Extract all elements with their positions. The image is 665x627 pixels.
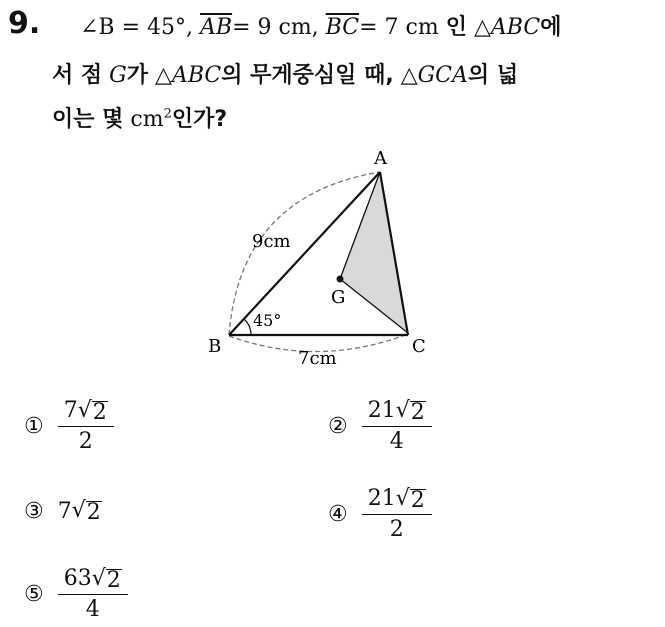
- triangle-abc: △ABC: [473, 15, 541, 40]
- choice-4[interactable]: [328, 486, 432, 542]
- bc-value: = 7 cm: [359, 15, 439, 40]
- choice-4-denominator: 2: [389, 517, 404, 542]
- unit-exponent: 2: [163, 106, 172, 122]
- choice-2-radicand: 2: [410, 400, 425, 425]
- choice-5-fraction: [58, 566, 128, 622]
- choice-5-coef: 63: [63, 566, 92, 591]
- choice-2-mark: ②: [328, 413, 348, 439]
- text-ineun-myeot: 이는 몇: [52, 107, 124, 132]
- choice-1-radicand: 2: [92, 400, 107, 425]
- choice-5-sqrt: √ 2: [91, 566, 121, 593]
- choice-3-mark: ③: [24, 498, 44, 524]
- choice-2-coef: 21: [367, 398, 396, 423]
- choice-1-fraction: [58, 398, 114, 454]
- ab-value: = 9 cm,: [232, 15, 319, 40]
- text-ingaa: 인가?: [171, 107, 228, 132]
- question-number: 9.: [8, 6, 41, 41]
- choice-1-sqrt: √ 2: [77, 398, 107, 425]
- choice-2-sqrt: √ 2: [395, 398, 425, 425]
- korean-ga: 가: [126, 63, 149, 88]
- choice-2-numerator: [362, 398, 432, 427]
- unit-cm: cm: [130, 107, 164, 132]
- choice-3-whole: 7: [57, 498, 72, 524]
- segment-ab: $\overline{AB}$: [200, 15, 233, 40]
- choice-3[interactable]: [24, 498, 102, 524]
- point-g: G: [109, 63, 127, 88]
- centroid-dot: [337, 276, 344, 283]
- triangle-gca: △GCA: [400, 63, 468, 88]
- choice-2[interactable]: [328, 398, 432, 454]
- choice-4-fraction: [362, 486, 432, 542]
- choice-3-sqrt: √ 2: [71, 498, 101, 525]
- choice-1-denominator: 2: [78, 429, 93, 454]
- choice-3-radicand: 2: [86, 500, 101, 525]
- choice-5-denominator: 4: [85, 597, 100, 622]
- choice-4-coef: 21: [367, 486, 396, 511]
- text-seo-jeom: 서 점: [52, 63, 103, 88]
- choice-5-numerator: [58, 566, 128, 595]
- segment-bc: $\overline{BC}$: [325, 15, 360, 40]
- label-ab-length: 9cm: [252, 231, 291, 252]
- centroid-text: 의 무게중심일 때,: [221, 63, 394, 88]
- choice-5[interactable]: [24, 566, 128, 622]
- label-angle-b: 45°: [253, 311, 282, 330]
- korean-in: 인: [445, 15, 467, 40]
- label-g: G: [331, 287, 346, 308]
- choice-1-numerator: [58, 398, 114, 427]
- triangle-abc-2: △ABC: [155, 63, 222, 88]
- choice-5-mark: ⑤: [24, 581, 44, 607]
- choice-1-coef: 7: [63, 398, 78, 423]
- angle-b-arc: [244, 319, 251, 335]
- choice-2-denominator: 4: [389, 429, 404, 454]
- choice-4-mark: ④: [328, 501, 348, 527]
- choice-1[interactable]: [24, 398, 114, 454]
- label-a: A: [374, 148, 387, 169]
- korean-ui-neol: 의 넓: [467, 63, 519, 88]
- label-c: C: [412, 336, 426, 357]
- choice-2-fraction: [362, 398, 432, 454]
- choice-1-mark: ①: [24, 413, 44, 439]
- angle-condition: ∠B = 45°,: [80, 15, 194, 40]
- label-b: B: [208, 336, 222, 357]
- choice-5-radicand: 2: [106, 568, 121, 593]
- choice-4-numerator: [362, 486, 432, 515]
- choice-4-sqrt: √ 2: [395, 486, 425, 513]
- choice-4-radicand: 2: [410, 488, 425, 513]
- korean-e: 에: [540, 15, 562, 40]
- label-bc-length: 7cm: [298, 348, 337, 369]
